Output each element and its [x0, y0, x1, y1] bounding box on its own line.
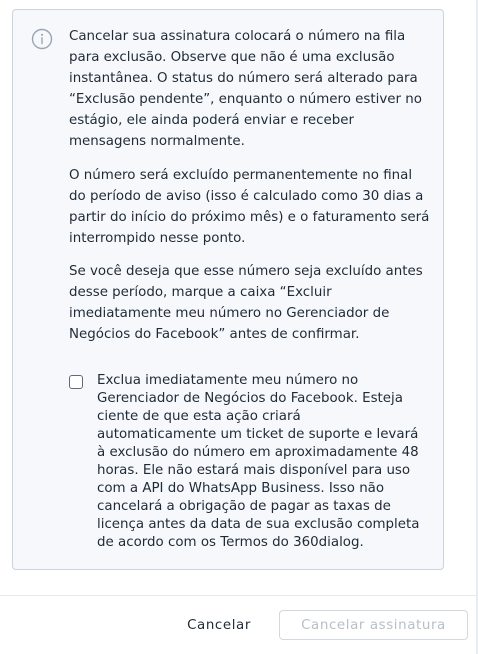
notice-paragraph-queue: Cancelar sua assinatura colocará o número na fila para exclusão. Observe que não é uma exclusão instantânea. O status do número será alterado para “Exclusão pendente”, enquanto o número estiver no estágio, ele ainda poderá enviar e receber mensagens normalmente.: [69, 29, 422, 149]
immediate-delete-label[interactable]: Exclua imediatamente meu número no Gerenciador de Negócios do Facebook. Esteja ciente de que esta ação criará automaticamente um ticket de suporte e levará à exclusão do número em aproximadamente 48 horas. Ele não estará mais disponível para uso com a API do WhatsApp Business. Isso não cancelará a obrigação de pagar as taxas de licença antes da data de sua exclusão completa de acordo com os Termos do 360dialog.: [97, 373, 420, 550]
notice-paragraph-permanent: O número será excluído permanentemente no final do período de aviso (isso é calculado como 30 dias a partir do início do próximo mês) e o faturamento será interrompido nesse ponto.: [69, 167, 430, 246]
cancel-subscription-button[interactable]: Cancelar assinatura: [279, 610, 468, 640]
info-icon: [31, 28, 53, 50]
footer-divider: [0, 595, 478, 596]
notice-paragraph-immediate: Se você deseja que esse número seja excluído antes desse período, marque a caixa “Excluir imediatamente meu número no Gerenciador de Negócios do Facebook” antes de confirmar.: [69, 264, 423, 342]
cancel-button[interactable]: Cancelar: [178, 610, 260, 640]
notice-text: [69, 26, 431, 358]
cancellation-notice: [12, 9, 444, 570]
immediate-delete-checkbox[interactable]: [69, 375, 83, 389]
